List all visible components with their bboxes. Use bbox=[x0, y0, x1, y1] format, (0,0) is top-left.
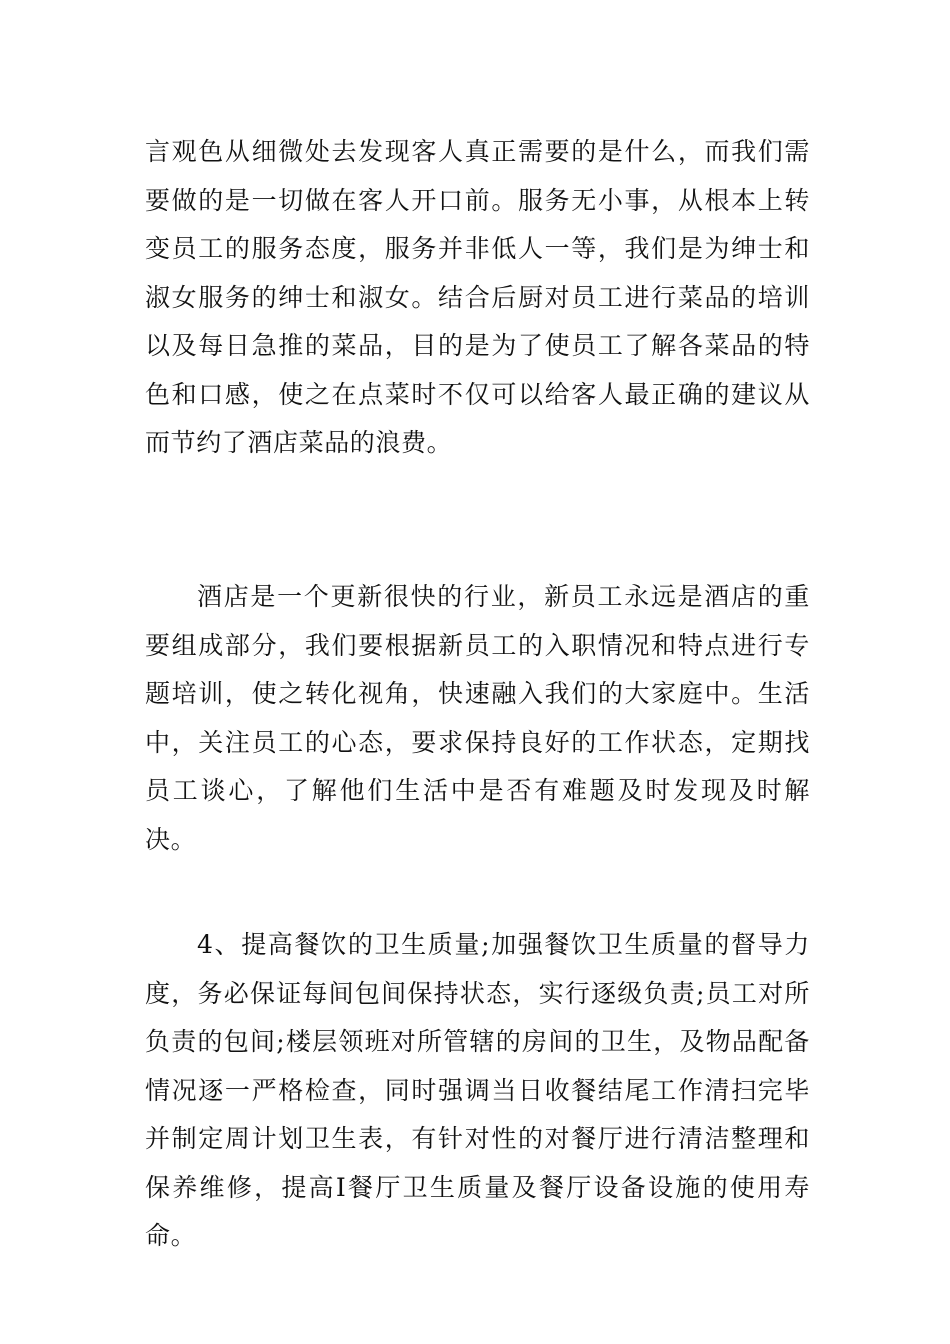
paragraph-new-staff-training: 酒店是一个更新很快的行业，新员工永远是酒店的重要组成部分，我们要根据新员工的入职情况和特点进行专题培训，使之转化视角，快速融入我们的大家庭中。生活中，关注员工的心态，要求保持良好的工作状态，定期找员工谈心，了解他们生活中是否有难题及时发现及时解决。 bbox=[145, 582, 810, 854]
paragraph-hygiene-quality: 4、提高餐饮的卫生质量;加强餐饮卫生质量的督导力度，务必保证每间包间保持状态，实行逐级负责;员工对所负责的包间;楼层领班对所管辖的房间的卫生，及物品配备情况逐一严格检查，同时强调当日收餐结尾工作清扫完毕并制定周计划卫生表，有针对性的对餐厅进行清洁整理和保养维修，提高Ⅰ餐厅卫生质量及餐厅设备设施的使用寿命。 bbox=[145, 930, 810, 1250]
paragraph-continuation: 言观色从细微处去发现客人真正需要的是什么，而我们需要做的是一切做在客人开口前。服务无小事，从根本上转变员工的服务态度，服务并非低人一等，我们是为绅士和淑女服务的绅士和淑女。结合后厨对员工进行菜品的培训以及每日急推的菜品，目的是为了使员工了解各菜品的特色和口感，使之在点菜时不仅可以给客人最正确的建议从而节约了酒店菜品的浪费。 bbox=[145, 137, 810, 457]
